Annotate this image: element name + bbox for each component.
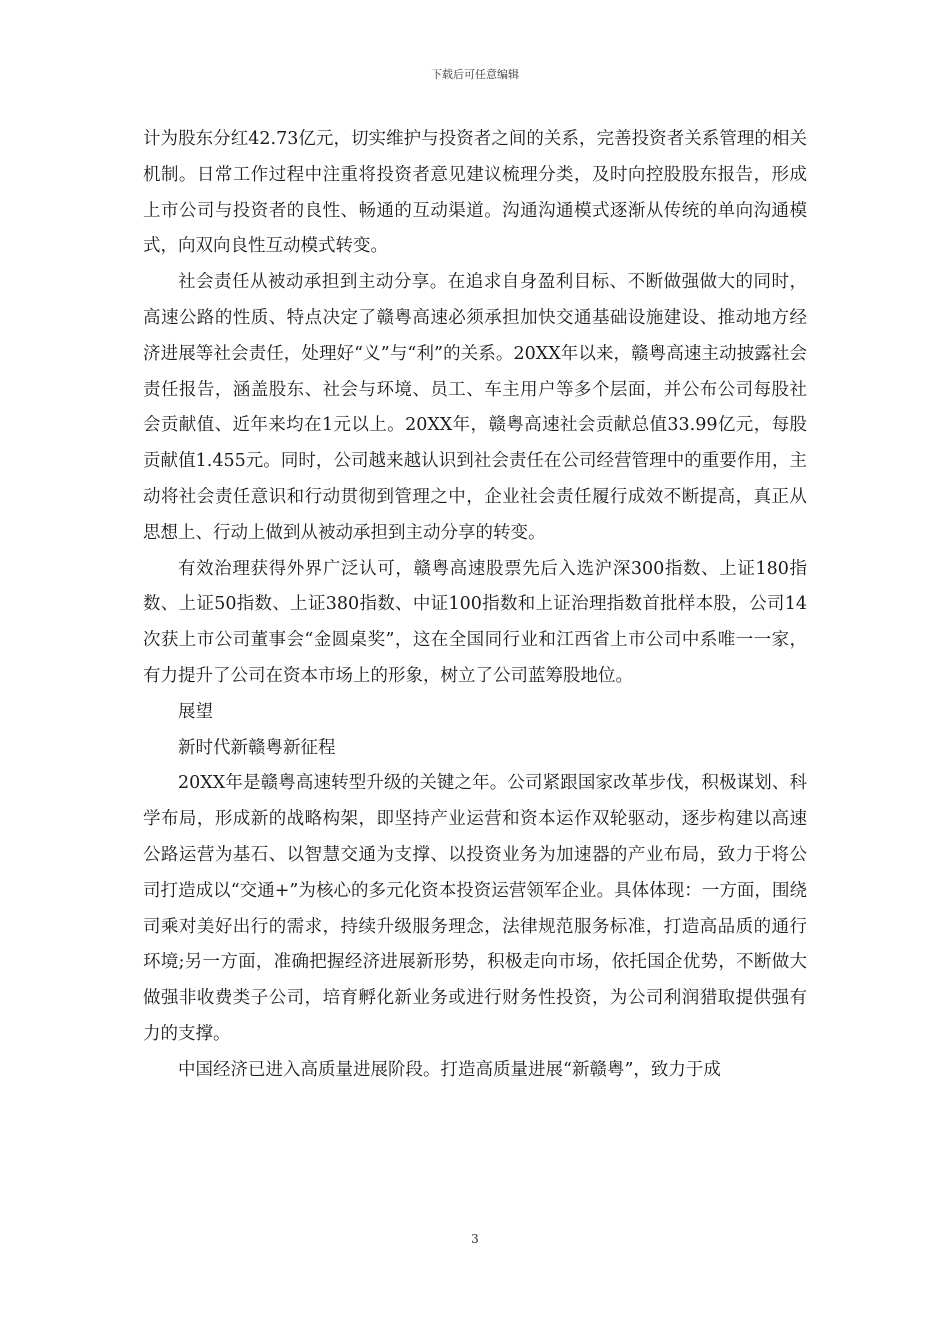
paragraph-transformation: 20XX年是赣粤高速转型升级的关键之年。公司紧跟国家改革步伐，积极谋划、科学布局，形成新的战略构架，即坚持产业运营和资本运作双轮驱动，逐步构建以高速公路运营为基石、以智慧交通为支撑、以投资业务为加速器的产业布局，致力于将公司打造成以“交通+”为核心的多元化资本投资运营领军企业。具体体现：一方面，围绕司乘对美好出行的需求，持续升级服务理念，法律规范服务标准，打造高品质的通行环境;另一方面，准确把握经济进展新形势，积极走向市场，依托国企优势，不断做大做强非收费类子公司，培育孵化新业务或进行财务性投资，为公司利润猎取提供强有力的支撑。 [143,773,807,1044]
section-subheading: 新时代新赣粤新征程 [178,737,336,758]
document-body [143,122,807,1089]
page-number: 3 [471,1232,479,1246]
section-heading-outlook: 展望 [178,701,213,722]
paragraph-social-responsibility: 社会责任从被动承担到主动分享。在追求自身盈利目标、不断做强做大的同时，高速公路的性质、特点决定了赣粤高速必须承担加快交通基础设施建设、推动地方经济进展等社会责任，处理好“义”与“利”的关系。20XX年以来，赣粤高速主动披露社会责任报告，涵盖股东、社会与环境、员工、车主用户等多个层面，并公布公司每股社会贡献值、近年来均在1元以上。20XX年，赣粤高速社会贡献总值33.99亿元，每股贡献值1.455元。同时，公司越来越认识到社会责任在公司经营管理中的重要作用，主动将社会责任意识和行动贯彻到管理之中，企业社会责任履行成效不断提高，真正从思想上、行动上做到从被动承担到主动分享的转变。 [143,272,807,543]
page-header: 下载后可任意编辑 [431,68,519,81]
paragraph-governance-recognition: 有效治理获得外界广泛认可，赣粤高速股票先后入选沪深300指数、上证180指数、上证50指数、上证380指数、中证100指数和上证治理指数首批样本股，公司14次获上市公司董事会“金圆桌奖”，这在全国同行业和江西省上市公司中系唯一一家，有力提升了公司在资本市场上的形象，树立了公司蓝筹股地位。 [143,558,807,686]
paragraph-high-quality-development: 中国经济已进入高质量进展阶段。打造高质量进展“新赣粤”，致力于成 [178,1059,721,1080]
paragraph-shareholder-relations: 计为股东分红42.73亿元，切实维护与投资者之间的关系，完善投资者关系管理的相关机制。日常工作过程中注重将投资者意见建议梳理分类，及时向控股股东报告，形成上市公司与投资者的良性、畅通的互动渠道。沟通沟通模式逐渐从传统的单向沟通模式，向双向良性互动模式转变。 [143,129,807,257]
